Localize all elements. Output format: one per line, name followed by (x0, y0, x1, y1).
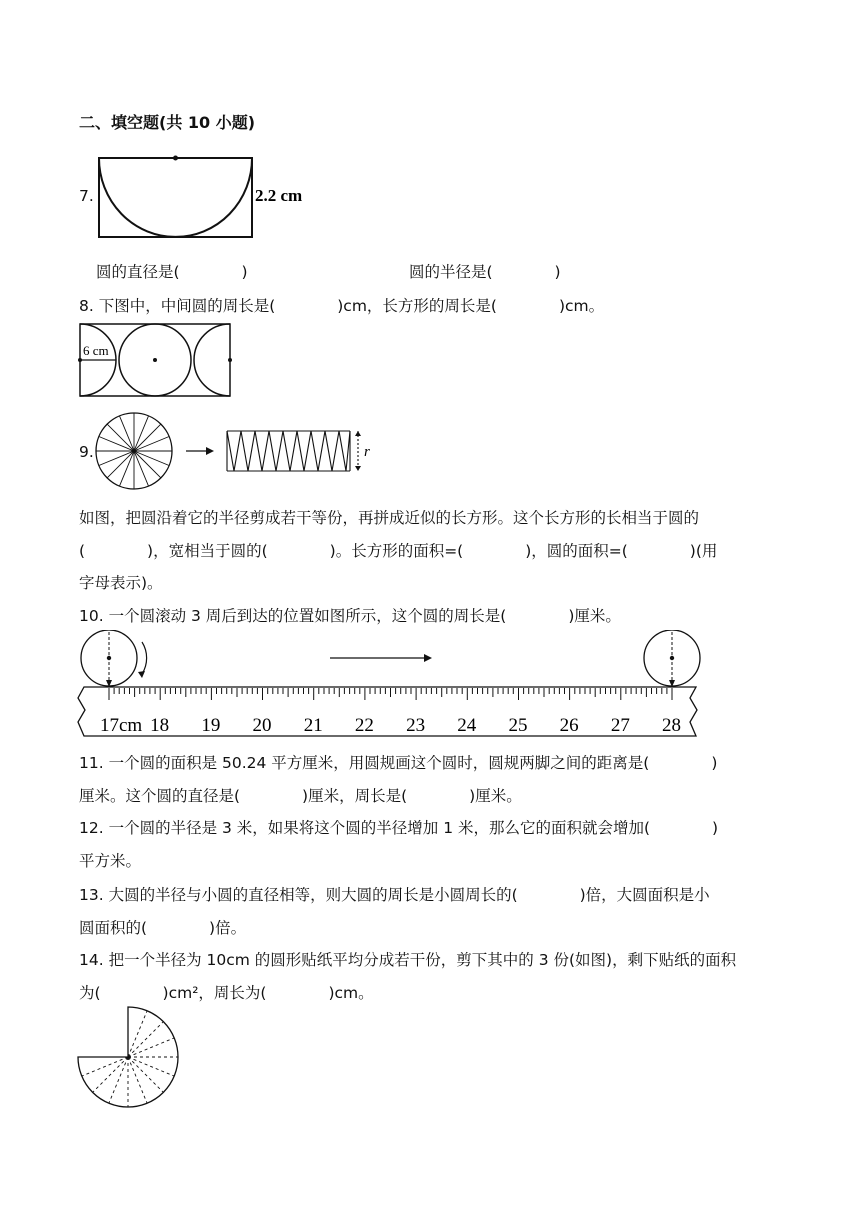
q9-line3: 字母表示)。 (79, 574, 163, 592)
q9-rearranged-rectangle (227, 431, 361, 471)
ruler-label: 19 (201, 715, 221, 736)
q13-line2: 圆面积的( )倍。 (79, 919, 247, 937)
ruler-label: 23 (406, 715, 426, 736)
ruler-label: 24 (457, 715, 477, 736)
q10-direction-arrow (330, 654, 432, 662)
q14-spoke (109, 1057, 128, 1103)
q12-line1: 12. 一个圆的半径是 3 米，如果将这个圆的半径增加 1 米，那么它的面积就会增加( ) (79, 819, 719, 837)
ruler-label: 28 (662, 715, 681, 736)
q9-line2: ( )，宽相当于圆的( )。长方形的面积=( )，圆的面积=( )(用 (79, 542, 718, 560)
q7-diameter-blank: 圆的直径是( ) (96, 263, 248, 281)
ruler-label: 22 (354, 715, 374, 736)
q8-text: 8. 下图中，中间圆的周长是( )cm，长方形的周长是( )cm。 (79, 297, 605, 315)
q14-spoke (128, 1038, 174, 1057)
q14-spoke (128, 1011, 147, 1057)
q14-spoke (93, 1057, 128, 1092)
q14-spoke (128, 1057, 163, 1092)
q9-figure (94, 411, 379, 493)
q9-sliced-circle (96, 413, 172, 489)
q14-spoke (128, 1022, 163, 1057)
q7-figure (96, 153, 316, 241)
q11-line2: 厘米。这个圆的直径是( )厘米，周长是( )厘米。 (79, 787, 522, 805)
q8-figure (78, 321, 234, 399)
q10-end-circle (644, 630, 700, 687)
q14-spoke (128, 1057, 174, 1076)
q10-text: 10. 一个圆滚动 3 周后到达的位置如图所示，这个圆的周长是( )厘米。 (79, 607, 621, 625)
section-title: 二、填空题(共 10 小题) (79, 113, 256, 132)
q9-line1: 如图，把圆沿着它的半径剪成若干等份，再拼成近似的长方形。这个长方形的长相当于圆的 (79, 509, 700, 527)
ruler-label: 18 (150, 715, 170, 736)
ruler-label: 21 (303, 715, 323, 736)
q7-radius-blank: 圆的半径是( ) (409, 263, 561, 281)
q10-start-circle (81, 630, 147, 687)
q9-r-label: r (364, 444, 370, 460)
ruler-label: 27 (610, 715, 630, 736)
q14-line2: 为( )cm²，周长为( )cm。 (79, 984, 374, 1002)
q9-number: 9. (79, 443, 94, 461)
ruler-label: 17cm (100, 715, 143, 736)
q7-dimension-label: 2.2 cm (255, 186, 303, 205)
q14-spoke (128, 1057, 147, 1103)
q14-spoke (82, 1057, 128, 1076)
q10-ruler-figure (76, 630, 704, 742)
ruler-label: 26 (559, 715, 579, 736)
ruler-label: 20 (252, 715, 272, 736)
q10-ruler (78, 687, 697, 736)
q10-ruler-labels (100, 715, 681, 736)
q13-line1: 13. 大圆的半径与小圆的直径相等，则大圆的周长是小圆周长的( )倍，大圆面积是小 (79, 886, 710, 904)
q14-cut-circle-figure (75, 1003, 187, 1111)
q9-arrow (186, 447, 214, 455)
q14-line1: 14. 把一个半径为 10cm 的圆形贴纸平均分成若干份，剪下其中的 3 份(如图)，剩下贴纸的面积 (79, 951, 737, 969)
q12-line2: 平方米。 (79, 852, 142, 870)
q7-number: 7. (79, 187, 94, 205)
ruler-label: 25 (508, 715, 528, 736)
q8-dimension-label: 6 cm (83, 343, 109, 358)
q11-line1: 11. 一个圆的面积是 50.24 平方厘米，用圆规画这个圆时，圆规两脚之间的距离是( ) (79, 754, 718, 772)
